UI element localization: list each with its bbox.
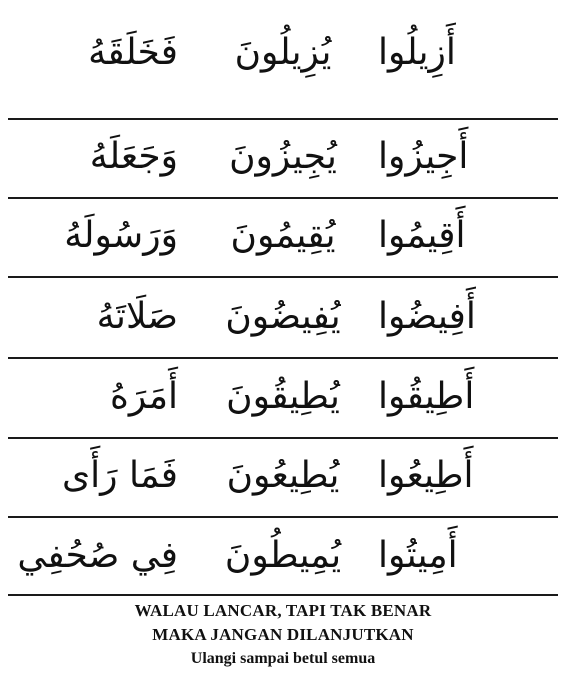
word-row-4	[8, 282, 558, 352]
word-middle: يُقِيمُونَ	[230, 215, 336, 256]
word-row-1	[8, 18, 558, 88]
word-left: فَخَلَقَهُ	[88, 32, 178, 73]
word-row-3	[8, 201, 558, 271]
word-right: أَفِيضُوا	[378, 296, 476, 337]
row-divider	[8, 516, 558, 518]
word-right: أَزِيلُوا	[378, 32, 456, 73]
word-middle: يُزِيلُونَ	[234, 32, 332, 73]
word-middle: يُجِيزُونَ	[229, 136, 337, 177]
word-row-2	[8, 122, 558, 192]
word-left: فِي صُحُفِي	[17, 535, 178, 576]
row-divider	[8, 197, 558, 199]
warning-line-2: MAKA JANGAN DILANJUTKAN	[152, 625, 414, 644]
row-divider	[8, 118, 558, 120]
word-row-5	[8, 362, 558, 432]
row-divider	[8, 276, 558, 278]
row-divider	[8, 594, 558, 596]
word-middle: يُمِيطُونَ	[224, 535, 342, 576]
word-right: أَمِيتُوا	[378, 535, 458, 576]
word-right: أَجِيزُوا	[378, 136, 469, 177]
word-right: أَقِيمُوا	[378, 215, 466, 256]
row-divider	[8, 437, 558, 439]
word-right: أَطِيقُوا	[378, 376, 475, 417]
warning-line-1: WALAU LANCAR, TAPI TAK BENAR	[134, 601, 432, 620]
row-divider	[8, 357, 558, 359]
word-row-7	[8, 521, 558, 591]
word-left: صَلَاتَهُ	[96, 296, 178, 337]
word-left: وَجَعَلَهُ	[89, 136, 178, 177]
word-row-6	[8, 441, 558, 511]
instruction-line: Ulangi sampai betul semua	[190, 650, 376, 667]
word-right: أَطِيعُوا	[378, 455, 474, 496]
word-left: فَمَا رَأَى	[62, 455, 178, 496]
word-left: أَمَرَهُ	[109, 376, 178, 417]
word-middle: يُطِيقُونَ	[226, 376, 340, 417]
word-middle: يُطِيعُونَ	[226, 455, 340, 496]
word-left: وَرَسُولَهُ	[64, 215, 178, 256]
word-middle: يُفِيضُونَ	[225, 296, 341, 337]
